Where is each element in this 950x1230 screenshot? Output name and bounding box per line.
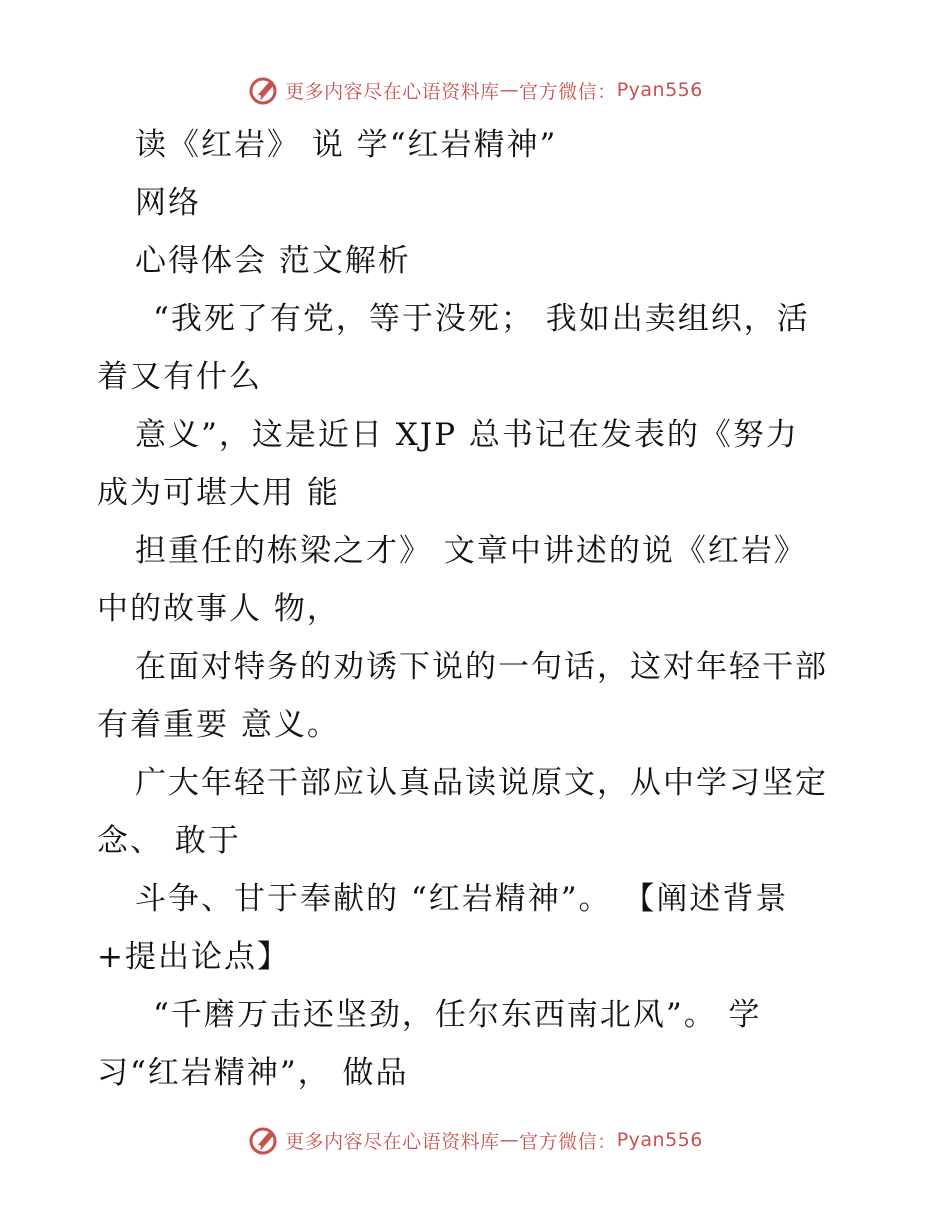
watermark-separator: —: [499, 1129, 520, 1151]
doc-paragraph-line: 有着重要 意义。: [97, 707, 340, 743]
doc-paragraph-line: 着又有什么: [97, 359, 262, 395]
footer-watermark: [0, 1124, 950, 1156]
doc-source-line: 网络: [135, 185, 201, 221]
doc-paragraph-line: 念、 敢于: [97, 823, 241, 859]
doc-paragraph-line: 斗争、甘于奉献的 “红岩精神”。 【阐述背景: [135, 881, 789, 917]
doc-paragraph-line: “我死了有党，等于没死； 我如出卖组织，活: [153, 301, 810, 337]
doc-paragraph-line: 中的故事人 物，: [97, 591, 340, 627]
watermark-contact-id: Pyan556: [616, 79, 703, 101]
doc-paragraph-line: 习“红岩精神”， 做品: [97, 1055, 409, 1091]
doc-paragraph-line: 成为可堪大用 能: [97, 475, 340, 511]
doc-paragraph-line: 广大年轻干部应认真品读说原文，从中学习坚定: [135, 765, 828, 801]
watermark-contact-label: 官方微信：: [519, 1130, 617, 1153]
doc-category-line: 心得体会 范文解析: [135, 243, 411, 279]
doc-paragraph-line: 意义”，这是近日 XJP 总书记在发表的《努力: [135, 417, 799, 453]
header-watermark: [0, 74, 950, 106]
watermark-contact-label: 官方微信：: [519, 80, 617, 103]
doc-paragraph-line: 在面对特务的劝诱下说的一句话，这对年轻干部: [135, 649, 828, 685]
doc-title-line: 读《红岩》 说 学“红岩精神”: [135, 127, 558, 163]
watermark-contact-id: Pyan556: [616, 1129, 703, 1151]
watermark-text: 更多内容尽在心语资料库: [285, 80, 500, 103]
pen-nib-logo-icon: [247, 74, 279, 106]
document-body: [97, 116, 857, 1102]
pen-nib-logo-icon: [247, 1124, 279, 1156]
watermark-separator: —: [499, 79, 520, 101]
doc-paragraph-line: “千磨万击还坚劲，任尔东西南北风”。 学: [153, 997, 762, 1033]
doc-paragraph-line: +提出论点】: [97, 939, 290, 975]
doc-paragraph-line: 担重任的栋梁之才》 文章中讲述的说《红岩》: [135, 533, 807, 569]
watermark-text: 更多内容尽在心语资料库: [285, 1130, 500, 1153]
